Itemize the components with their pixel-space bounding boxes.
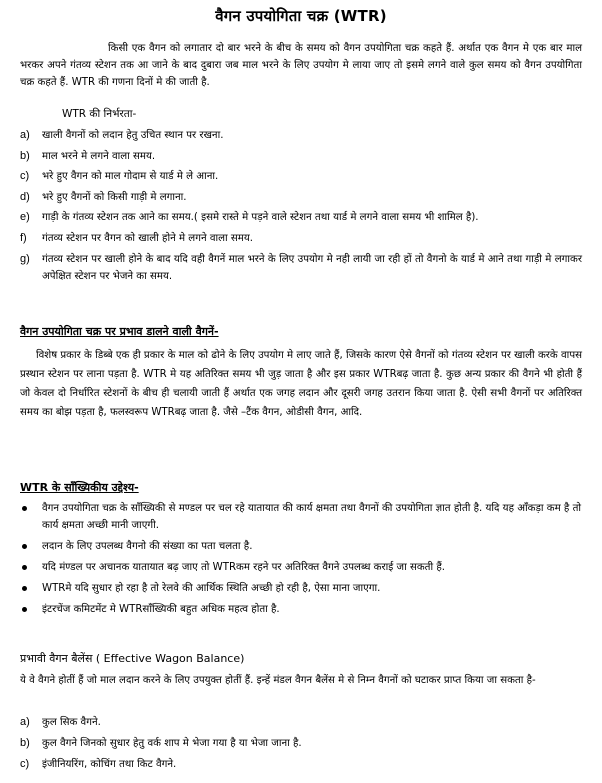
list-item: d) भरे हुए वैगनों को किसी गाड़ी मे लगाना. xyxy=(20,190,187,203)
bullet-icon xyxy=(22,506,27,511)
bullet-icon xyxy=(22,607,27,612)
list-item: e) गाड़ी के गंतव्य स्टेशन तक आने का समय.( इसमे रास्ते मे पड़ने वाले स्टेशन तथा यार्ड मे लगने वाला समय भी शामिल है). xyxy=(20,211,479,224)
bullet-icon xyxy=(22,544,27,549)
list-item: लदान के लिए उपलब्ध वैगनो की संख्या का पता चलता है. xyxy=(20,538,582,555)
list-item: a) कुल सिक वैगने. xyxy=(20,716,101,728)
ewb-list xyxy=(20,714,582,773)
intro-paragraph: किसी एक वैगन को लगातार दो बार भरने के बीच के समय को वैगन उपयोगिता चक्र कहते हैं. अर्थात एक वैगन मे एक बार माल भरकर अपने गंतव्य स्टेशन तक आ जाने के बाद दुबारा जब माल भरने के लिए उपयोग मे लाया जाए तो इसमे लगने वाले कुल समय को वैगन उपयोगिता चक्र कहते हैं. WTR की गणना दिनों मे की जाती है. xyxy=(20,43,582,88)
dependence-list xyxy=(20,127,582,288)
list-item: इंटरचेंज कमिटमेंट मे WTRसाँख्यिकी बहुत अधिक महत्व होता है. xyxy=(20,601,582,618)
list-item: c) इंजीनियरिंग, कोचिंग तथा किट वैगने. xyxy=(20,758,177,770)
list-item: g) गंतव्य स्टेशन पर खाली होने के बाद यदि वही वैगनें माल भरने के लिए उपयोग मे नही लायी जा रही हों तो वैगनो के यार्ड मे आने तथा गाड़ी मे लगाकर अपेक्षित स्टेशन पर भेजने का समय. xyxy=(20,252,582,282)
dependence-label: WTR की निर्भरता- xyxy=(62,108,137,120)
ewb-paragraph: ये वे वैगने होतीं हैं जो माल लदान करने के लिए उपयुक्त होतीं हैं. इन्हें मंडल वैगन बैलेंस मे से निम्न वैगनों को घटाकर प्राप्त किया जा सकता है- xyxy=(20,675,536,686)
list-item: WTRमे यदि सुधार हो रहा है तो रेलवे की आर्थिक स्थिति अच्छी हो रही है, ऐसा माना जाएगा. xyxy=(20,580,582,597)
list-item: a) खाली वैगनों को लदान हेतु उचित स्थान पर रखना. xyxy=(20,129,224,141)
list-item: यदि मंण्डल पर अचानक यातायात बढ़ जाए तो WTRकम रहने पर अतिरिक्त वैगने उपलब्ध कराई जा सकती हैं. xyxy=(20,559,582,576)
document-title: वैगन उपयोगिता चक्र (WTR) xyxy=(215,7,387,25)
bullet-icon xyxy=(22,565,27,570)
stats-list xyxy=(20,500,582,622)
stats-heading: WTR के साँख्यिकीय उद्देश्य- xyxy=(20,481,139,494)
effect-heading: वैगन उपयोगिता चक्र पर प्रभाव डालने वाली वैगनें- xyxy=(20,325,219,338)
list-item: c) भरे हुए वैगन को माल गोदाम से यार्ड मे ले आना. xyxy=(20,170,219,183)
bullet-icon xyxy=(22,586,27,591)
ewb-heading: प्रभावी वैगन बैलेंस ( Effective Wagon Balance) xyxy=(20,652,245,665)
list-item: वैगन उपयोगिता चक्र के साँख्यिकी से मण्डल पर चल रहे यातायात की कार्य क्षमता तथा वैगनों की उपयोगिता ज्ञात होती है. यदि यह आँकड़ा कम है तो कार्य क्षमता अच्छी मानी जाएगी. xyxy=(20,500,582,534)
effect-paragraph: विशेष प्रकार के डिब्बे एक ही प्रकार के माल को ढोने के लिए उपयोग मे लाए जाते हैं, जिसके कारण ऐसे वैगनों को गंतव्य स्टेशन पर खाली करके वापस प्रस्थान स्टेशन पर लाना पड़ता है. WTR मे यह अतिरिक्त समय भी जुड़ जाता है और इस प्रकार WTRबढ़ जाता है. कुछ अन्य प्रकार की वैगने भी होती हैं जो केवल दो निर्धारित स्टेशनों के बीच ही चलायी जाती हैं अर्थात एक जगह लदान और दूसरी जगह उतरान किया जाता है. ऐसी सभी वैगनों पर अतिरिक्त समय का बोझ पड़ता है, फलस्वरूप WTRबढ़ जाता है. जैसे –टैंक वैगन, ओडीसी वैगन, आदि. xyxy=(20,350,582,418)
list-item: b) कुल वैगने जिनको सुधार हेतु वर्क शाप मे भेजा गया है या भेजा जाना है. xyxy=(20,737,302,749)
list-item: f) गंतव्य स्टेशन पर वैगन को खाली होने मे लगने वाला समय. xyxy=(20,231,254,244)
list-item: b) माल भरने मे लगने वाला समय. xyxy=(20,149,156,162)
